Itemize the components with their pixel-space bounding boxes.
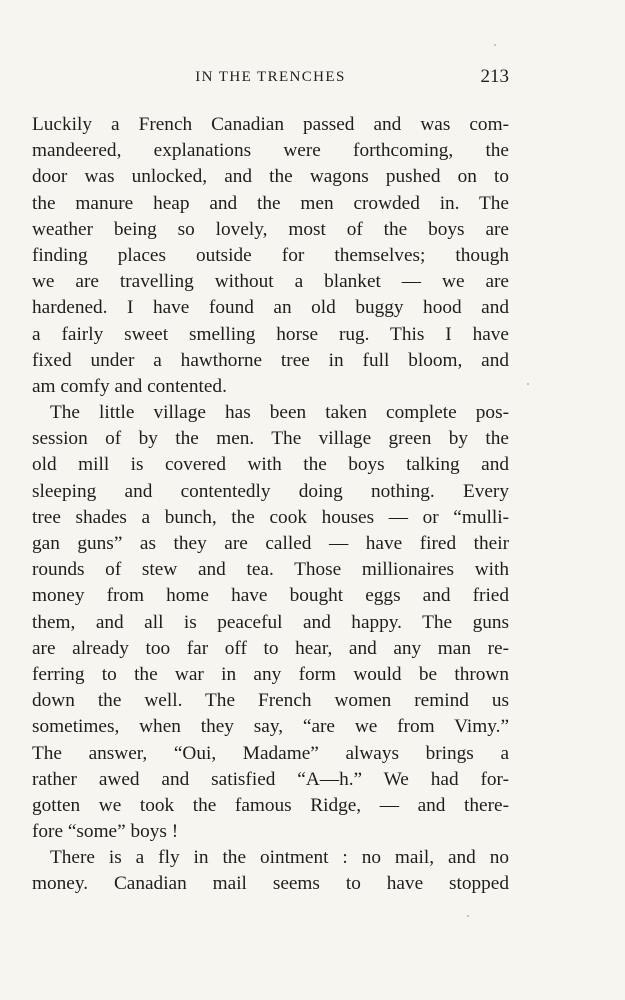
book-page [32,0,509,1000]
paragraph-end-line: fore “some” boys ! [32,821,179,843]
text-line: a fairly sweet smelling horse rug. This I have [32,323,509,345]
text-line: finding places outside for themselves; though [32,244,509,266]
text-line: weather being so lovely, most of the boys are [32,218,509,240]
text-line: rounds of stew and tea. Those millionaires with [32,559,509,581]
text-line: sometimes, when they say, “are we from Vimy.” [32,716,509,738]
text-line: tree shades a bunch, the cook houses — or “mulli- [32,506,509,528]
paragraph-start-line: The little village has been taken complete pos- [50,402,509,424]
text-line: money. Canadian mail seems to have stopped [32,873,509,895]
paragraph-start-line: There is a fly in the ointment : no mail, and no [50,847,509,869]
text-line: down the well. The French women remind us [32,690,509,712]
paper-speck [527,383,529,385]
text-line: mandeered, explanations were forthcoming, the [32,140,509,162]
text-line: are already too far off to hear, and any man re- [32,637,509,659]
page-number: 213 [480,66,509,87]
text-line: we are travelling without a blanket — we are [32,271,509,293]
text-line: session of by the men. The village green by the [32,428,509,450]
paper-speck [494,44,496,46]
text-line: Luckily a French Canadian passed and was com- [32,114,509,135]
paragraph-end-line: am comfy and contented. [32,375,227,397]
text-line: ferring to the war in any form would be thrown [32,663,509,685]
paper-speck [467,915,469,917]
text-line: fixed under a hawthorne tree in full bloom, and [32,349,509,371]
text-line: door was unlocked, and the wagons pushed on to [32,166,509,188]
text-line: sleeping and contentedly doing nothing. Every [32,480,509,502]
text-line: hardened. I have found an old buggy hood and [32,297,509,319]
running-title: IN THE TRENCHES [195,69,346,85]
text-line: money from home have bought eggs and fried [32,585,509,607]
text-line: the manure heap and the men crowded in. The [32,192,509,214]
text-line: rather awed and satisfied “A—h.” We had for- [32,768,509,790]
text-line: old mill is covered with the boys talking and [32,454,509,476]
body-text [32,112,509,898]
text-line: The answer, “Oui, Madame” always brings a [32,742,509,764]
running-head [32,66,509,90]
text-line: gan guns” as they are called — have fired their [32,533,509,554]
text-line: them, and all is peaceful and happy. The guns [32,611,509,633]
text-line: gotten we took the famous Ridge, — and there- [32,794,509,816]
